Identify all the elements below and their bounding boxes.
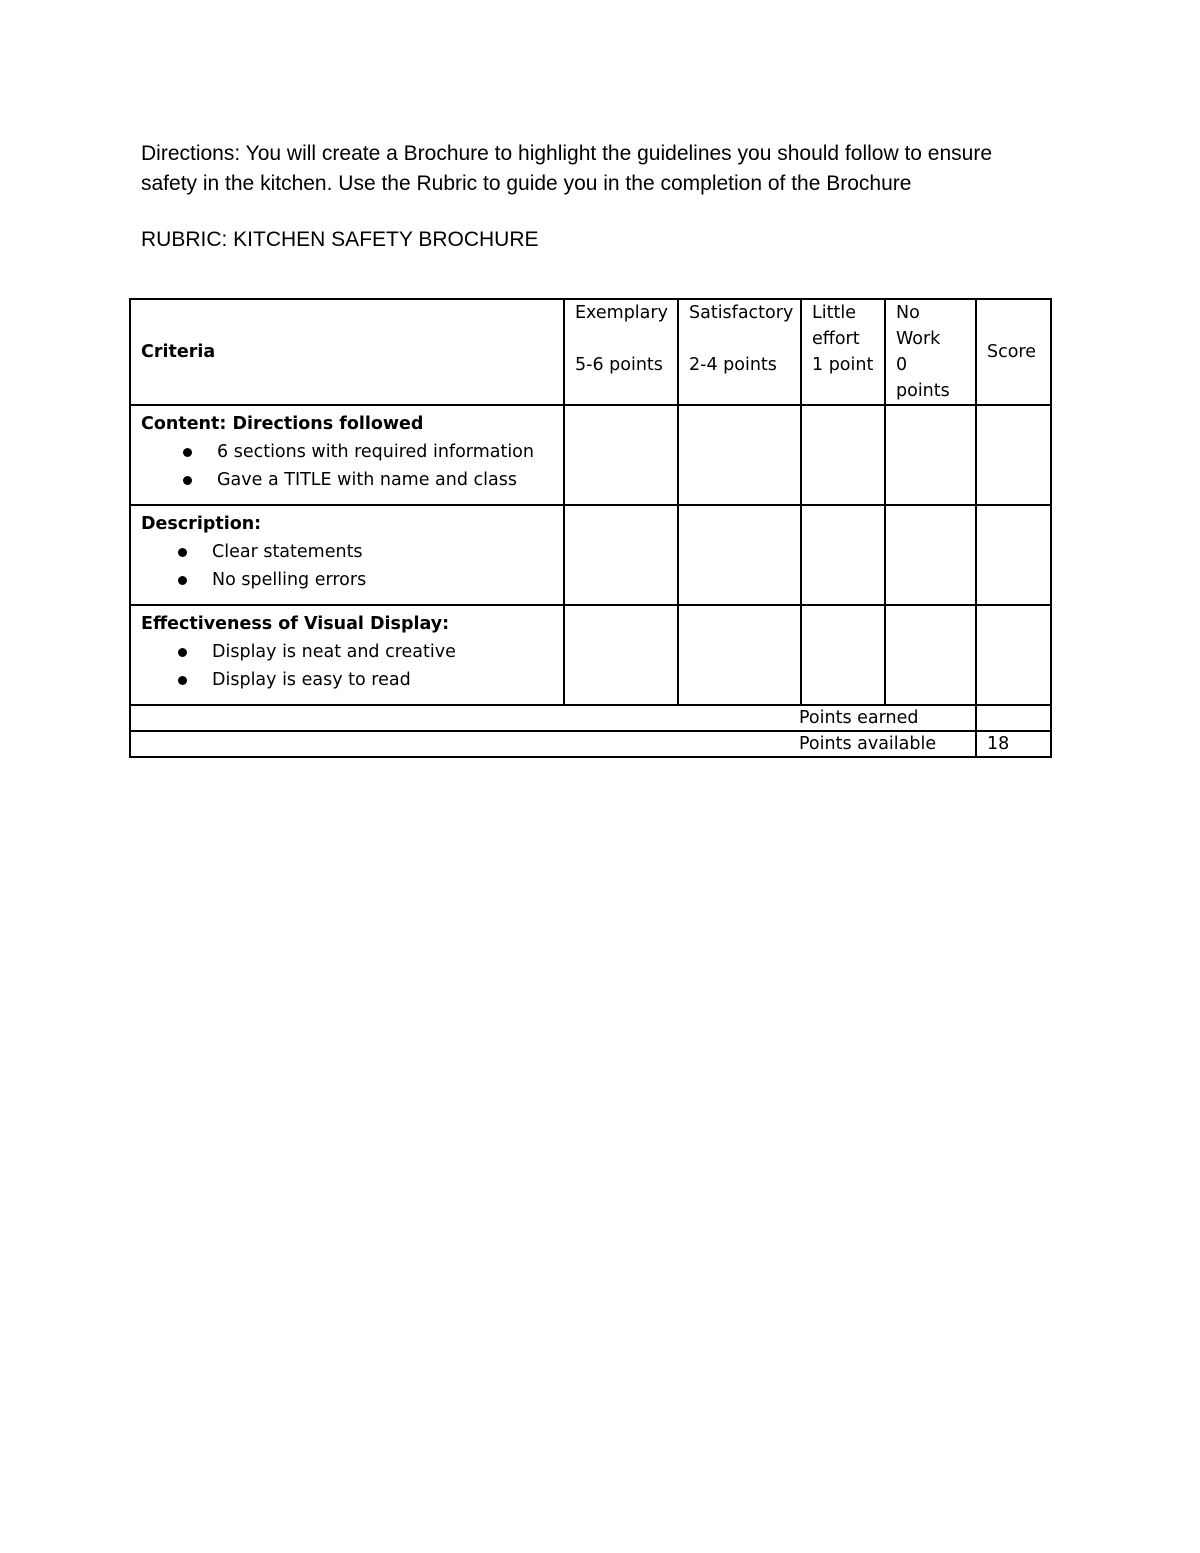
header-no-work-points: 0 points [896, 355, 950, 401]
no-work-cell [885, 605, 976, 705]
exemplary-cell [564, 505, 678, 605]
points-available-value: 18 [976, 731, 1051, 757]
header-little-effort-points: 1 point [812, 355, 874, 375]
rubric-table [129, 298, 1052, 758]
list-item: Display is neat and creative [141, 638, 553, 666]
header-exemplary-points: 5-6 points [575, 355, 663, 375]
little-effort-cell [801, 505, 885, 605]
exemplary-cell [564, 605, 678, 705]
header-no-work-label2: Work [896, 329, 941, 349]
satisfactory-cell [678, 405, 801, 505]
score-cell [976, 505, 1051, 605]
points-earned-row [130, 705, 1051, 731]
points-earned-value [976, 705, 1051, 731]
header-exemplary-label: Exemplary [575, 303, 668, 323]
header-satisfactory-points: 2-4 points [689, 355, 777, 375]
little-effort-cell [801, 405, 885, 505]
score-cell [976, 405, 1051, 505]
table-row [130, 405, 1051, 505]
list-item: 6 sections with required information [141, 438, 553, 466]
header-no-work [885, 299, 976, 405]
no-work-cell [885, 405, 976, 505]
header-little-effort-label1: Little [812, 303, 856, 323]
list-item: No spelling errors [141, 566, 553, 594]
table-row [130, 605, 1051, 705]
header-score: Score [976, 299, 1051, 405]
satisfactory-cell [678, 505, 801, 605]
header-little-effort-label2: effort [812, 329, 860, 349]
no-work-cell [885, 505, 976, 605]
header-exemplary [564, 299, 678, 405]
header-no-work-label1: No [896, 303, 920, 323]
rubric-title: RUBRIC: KITCHEN SAFETY BROCHURE [141, 228, 539, 251]
criteria-title: Effectiveness of Visual Display: [141, 614, 450, 634]
list-item: Clear statements [141, 538, 553, 566]
table-header-row [130, 299, 1051, 405]
criteria-bullets [141, 538, 553, 594]
directions-text: Directions: You will create a Brochure to highlight the guidelines you should follow to ensure safety in the kitchen. Use the Rubric to guide you in the completion of the Brochure [141, 142, 993, 195]
points-available-row [130, 731, 1051, 757]
criteria-cell [130, 405, 564, 505]
header-criteria: Criteria [130, 299, 564, 405]
header-satisfactory [678, 299, 801, 405]
header-satisfactory-label: Satisfactory [689, 303, 794, 323]
table-row [130, 505, 1051, 605]
criteria-cell [130, 605, 564, 705]
criteria-bullets [141, 638, 553, 694]
satisfactory-cell [678, 605, 801, 705]
criteria-cell [130, 505, 564, 605]
criteria-bullets [141, 438, 553, 494]
little-effort-cell [801, 605, 885, 705]
points-available-label: Points available [130, 731, 976, 757]
list-item: Gave a TITLE with name and class [141, 466, 553, 494]
exemplary-cell [564, 405, 678, 505]
criteria-title: Description: [141, 514, 262, 534]
header-little-effort [801, 299, 885, 405]
points-earned-label: Points earned [130, 705, 976, 731]
criteria-title: Content: Directions followed [141, 414, 424, 434]
list-item: Display is easy to read [141, 666, 553, 694]
score-cell [976, 605, 1051, 705]
